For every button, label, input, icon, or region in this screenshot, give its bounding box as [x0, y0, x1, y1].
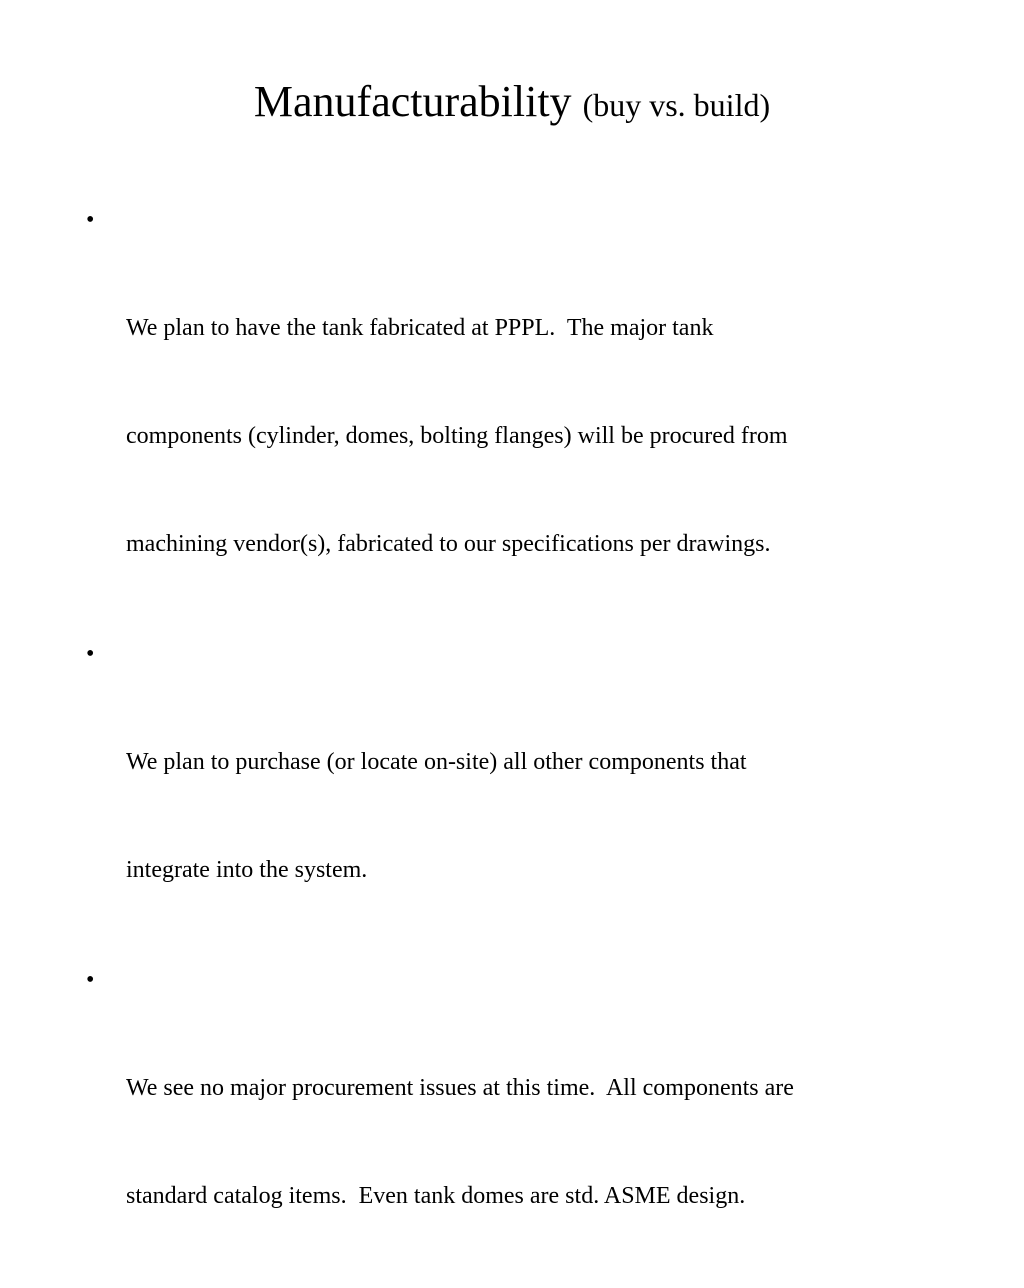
bullet-1-line-1: We plan to have the tank fabricated at PPPL. The major tank: [126, 315, 714, 341]
bullet-icon: •: [86, 967, 95, 993]
slide-title-main: Manufacturability: [253, 77, 583, 126]
bullet-2-line-2: integrate into the system.: [126, 857, 368, 883]
bullet-item-3: [86, 962, 936, 1286]
bullet-item-1: [86, 202, 936, 634]
bullet-3-line-2: standard catalog items. Even tank domes are std. ASME design.: [126, 1183, 746, 1209]
bullet-1-line-3: machining vendor(s), fabricated to our specifications per drawings.: [126, 531, 771, 557]
bullet-3-line-1: We see no major procurement issues at this time. All components are: [126, 1075, 794, 1101]
bullet-item-2: [86, 636, 936, 960]
slide-title-subtitle: (buy vs. build): [582, 87, 771, 123]
slide-title: [0, 74, 1024, 140]
bullet-icon: •: [86, 641, 95, 667]
bullet-1-line-2: components (cylinder, domes, bolting flanges) will be procured from: [126, 423, 788, 449]
bullet-2-line-1: We plan to purchase (or locate on-site) all other components that: [126, 749, 747, 775]
bullet-icon: •: [86, 207, 95, 233]
bullet-list: [86, 202, 936, 1288]
